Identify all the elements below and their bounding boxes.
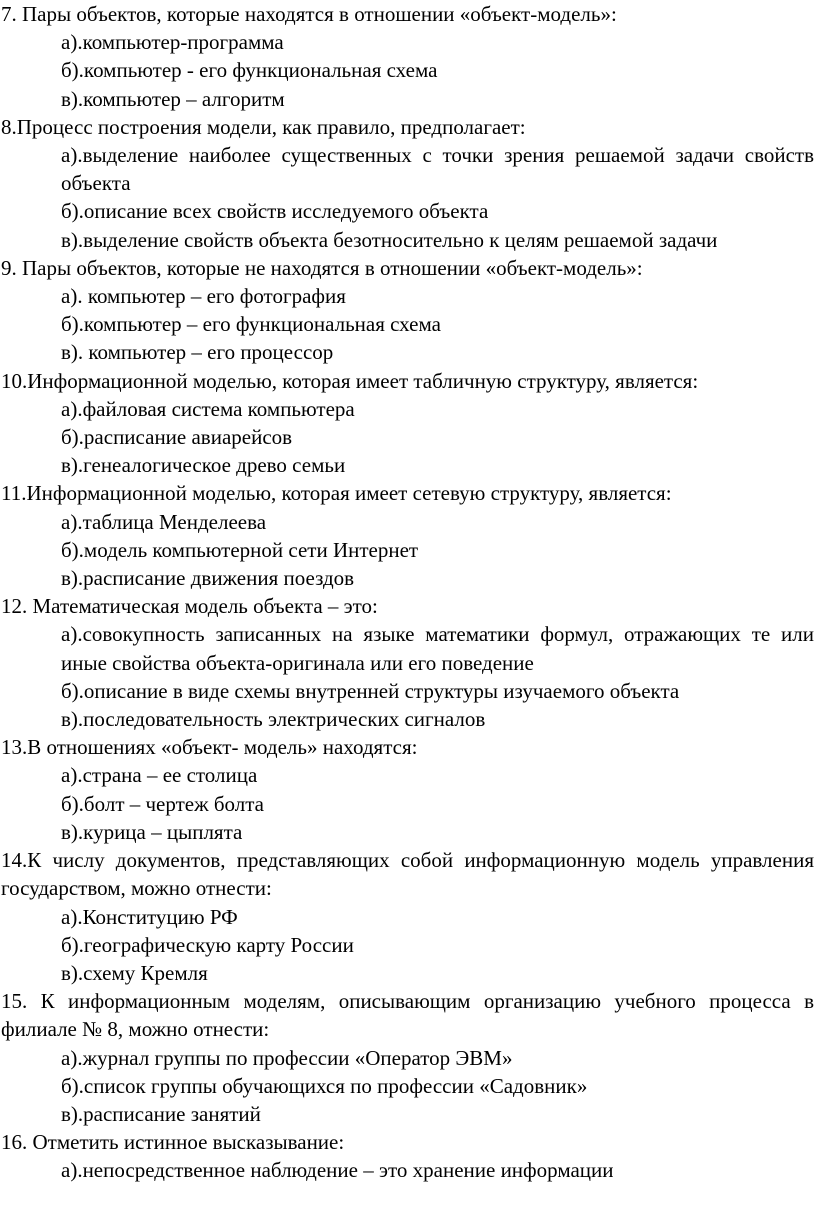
option-b: б).болт – чертеж болта [61,791,264,816]
option-c: в). компьютер – его процессор [61,340,334,365]
option-a: а).совокупность записанных на языке математики формул, отражающих те или иные свойства объекта-оригинала или его поведение [61,622,814,675]
option-b: б).географическую карту России [61,932,354,957]
option-c: в).расписание движения поездов [61,566,355,591]
question-12: 12. Математическая модель объекта – это: [1,594,378,619]
question-14: 14.К числу документов, представляющих собой информационную модель управления государством, можно отнести: [1,848,814,901]
option-c: в).выделение свойств объекта безотносительно к целям решаемой задачи [61,227,718,252]
question-16: 16. Отметить истинное высказывание: [1,1130,345,1155]
question-block [1,846,814,987]
option-a: а).таблица Менделеева [61,509,267,534]
question-block [1,113,814,254]
option-c: в).генеалогическое древо семьи [61,453,346,478]
option-a: а).непосредственное наблюдение – это хранение информации [61,1158,614,1183]
option-b: б).расписание авиарейсов [61,425,293,450]
option-b: б).список группы обучающихся по профессии «Садовник» [61,1073,588,1098]
question-block [1,254,814,367]
option-c: в).последовательность электрических сигналов [61,707,486,732]
option-b: б).компьютер - его функциональная схема [61,58,438,83]
question-block [1,1128,814,1184]
option-b: б).модель компьютерной сети Интернет [61,537,419,562]
option-a: а).выделение наиболее существенных с точки зрения решаемой задачи свойств объекта [61,143,814,196]
question-block [1,592,814,733]
option-b: б).компьютер – его функциональная схема [61,312,441,337]
question-15: 15. К информационным моделям, описывающим организацию учебного процесса в филиале № 8, можно отнести: [1,989,814,1042]
question-7: 7. Пары объектов, которые находятся в отношении «объект-модель»: [1,2,617,26]
question-9: 9. Пары объектов, которые не находятся в отношении «объект-модель»: [1,255,643,280]
option-b: б).описание в виде схемы внутренней структуры изучаемого объекта [61,678,680,703]
document-page [1,0,814,1185]
option-a: а).страна – ее столица [61,763,258,788]
option-a: а).файловая система компьютера [61,396,355,421]
option-c: в).схему Кремля [61,960,208,985]
question-8: 8.Процесс построения модели, как правило, предполагает: [1,114,526,139]
question-10: 10.Информационной моделью, которая имеет табличную структуру, является: [1,368,699,393]
question-block [1,479,814,592]
question-13: 13.В отношениях «объект- модель» находятся: [1,735,418,760]
question-block [1,987,814,1128]
option-c: в).курица – цыплята [61,819,243,844]
question-block [1,733,814,846]
option-a: а).Конституцию РФ [61,904,238,929]
option-c: в).расписание занятий [61,1101,261,1126]
option-a: а). компьютер – его фотография [61,284,346,309]
option-a: а).компьютер-программа [61,30,284,55]
option-c: в).компьютер – алгоритм [61,86,285,111]
question-block [1,367,814,480]
question-block [1,0,814,113]
question-11: 11.Информационной моделью, которая имеет сетевую структуру, является: [1,481,672,506]
option-a: а).журнал группы по профессии «Оператор ЭВМ» [61,1045,513,1070]
option-b: б).описание всех свойств исследуемого объекта [61,199,489,224]
